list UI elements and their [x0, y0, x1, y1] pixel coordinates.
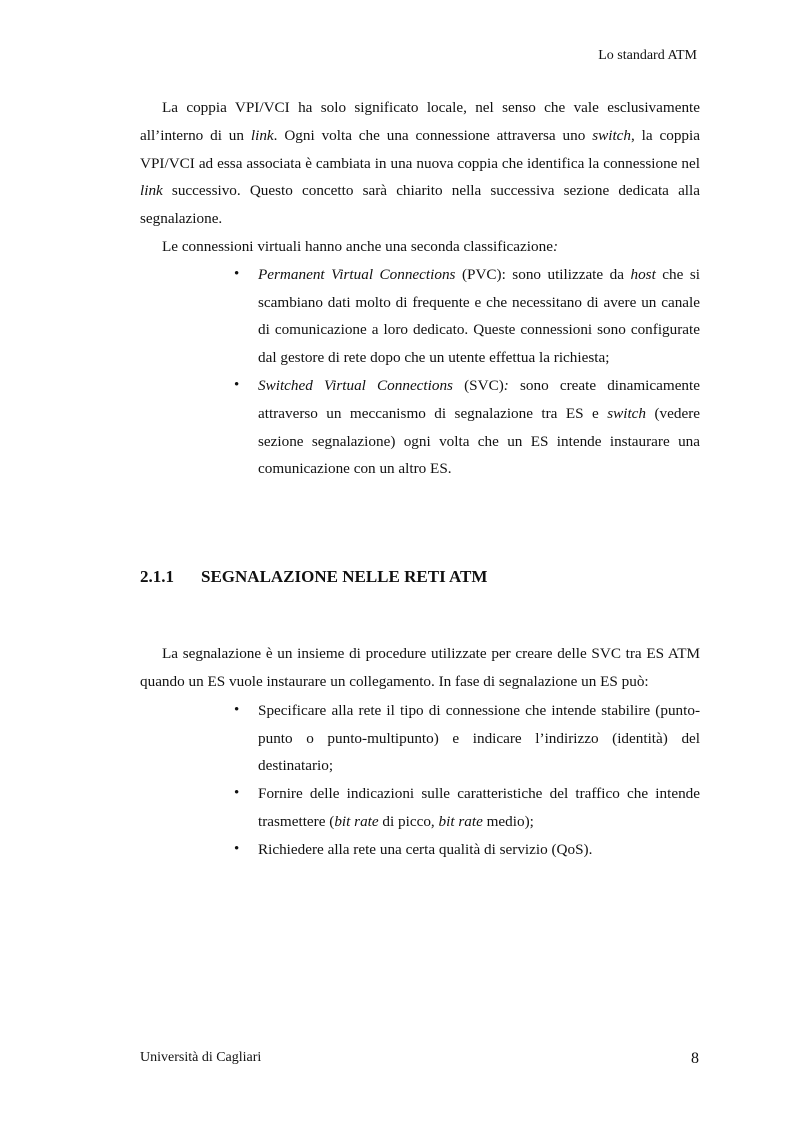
- list-item-svc: • Switched Virtual Connections (SVC): sono create dinamicamente attraverso un meccanismo di segnalazione tra ES e switch (vedere sezione segnalazione) ogni volta che un ES intende instaurare una comunicazione con un altro ES.: [258, 372, 700, 483]
- section-title: SEGNALAZIONE NELLE RETI ATM: [201, 567, 488, 587]
- paragraph-vpi-vci: La coppia VPI/VCI ha solo significato locale, nel senso che vale esclusivamente all’interno di un link. Ogni volta che una connessione attraversa uno switch, la coppia VPI/VCI ad essa associata è cambiata in una nuova coppia che identifica la connessione nel link successivo. Questo concetto sarà chiarito nella successiva sezione dedicata alla segnalazione.: [140, 99, 700, 228]
- running-header: Lo standard ATM: [598, 48, 697, 63]
- signaling-list: [140, 697, 700, 864]
- bullet-icon: •: [234, 840, 240, 857]
- page-body: [140, 94, 700, 864]
- list-item-traffic: • Fornire delle indicazioni sulle caratteristiche del traffico che intende trasmettere (bit rate di picco, bit rate medio);: [258, 780, 700, 836]
- bullet-icon: •: [234, 701, 240, 718]
- bullet-icon: •: [234, 785, 240, 802]
- section-number: 2.1.1: [140, 567, 174, 587]
- list-item-qos: • Richiedere alla rete una certa qualità di servizio (QoS).: [258, 836, 700, 864]
- connection-types-list: [140, 261, 700, 483]
- list-item-pvc: • Permanent Virtual Connections (PVC): sono utilizzate da host che si scambiano dati molto di frequente e che necessitano di avere un canale di comunicazione a loro dedicato. Queste connessioni sono configurate dal gestore di rete dopo che un utente effettua la richiesta;: [258, 261, 700, 372]
- section-heading: [140, 565, 700, 589]
- list-item-specify: • Specificare alla rete il tipo di connessione che intende stabilire (punto-punto o punto-multipunto) e indicare l’indirizzo (identità) del destinatario;: [258, 697, 700, 780]
- page-number: 8: [691, 1050, 699, 1067]
- bullet-icon: •: [234, 376, 240, 393]
- paragraph-classification: Le connessioni virtuali hanno anche una seconda classificazione:: [162, 237, 558, 255]
- paragraph-signaling: La segnalazione è un insieme di procedure utilizzate per creare delle SVC tra ES ATM quando un ES vuole instaurare un collegamento. In fase di segnalazione un ES può:: [140, 645, 700, 690]
- footer-university: Università di Cagliari: [140, 1050, 262, 1065]
- bullet-icon: •: [234, 265, 240, 282]
